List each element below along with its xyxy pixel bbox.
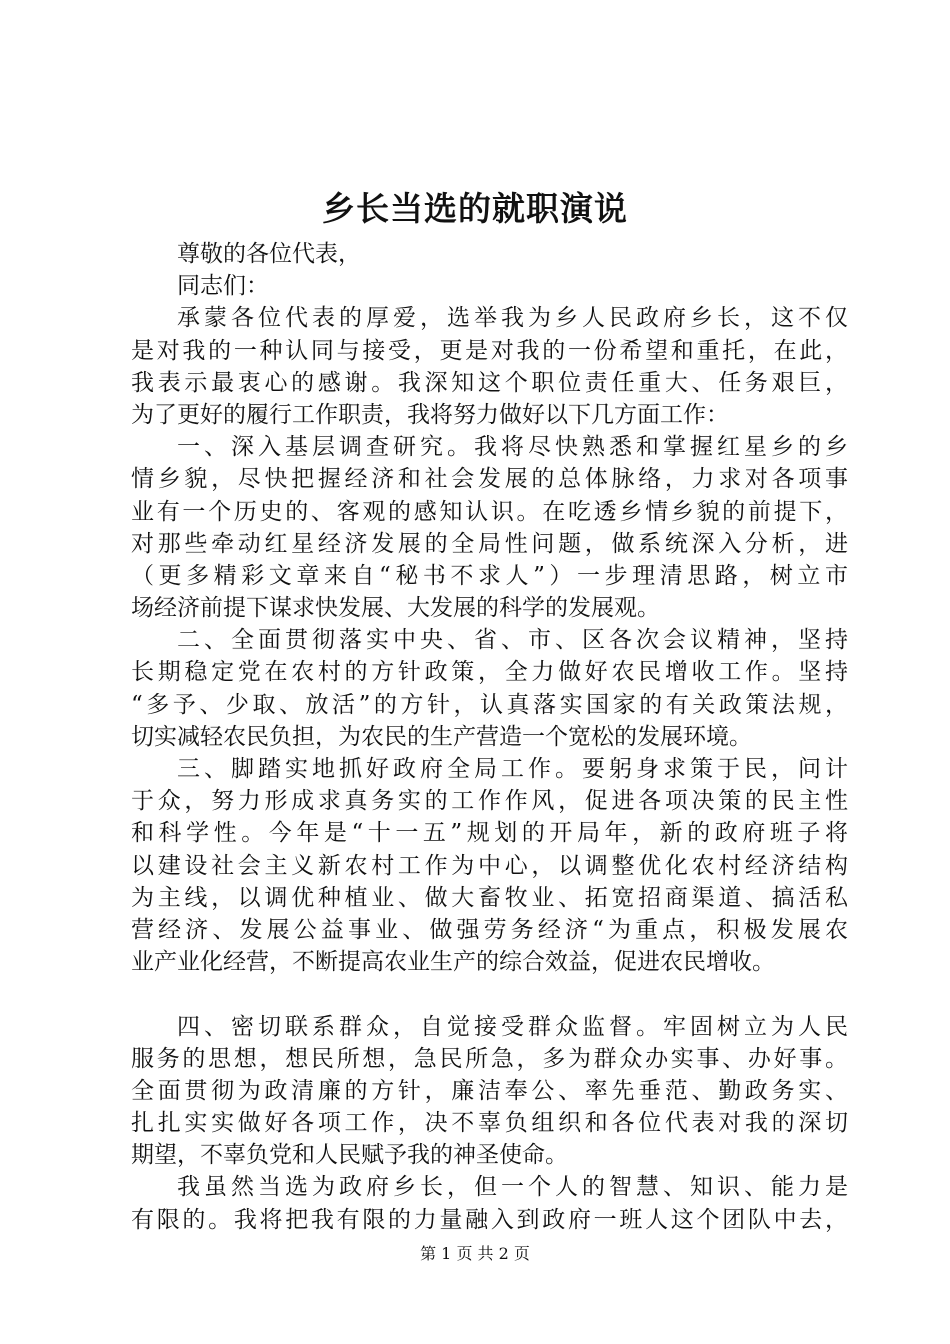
text-line: （更多精彩文章来自“秘书不求人”）一步理清思路，树立市 <box>131 562 848 589</box>
text-line: 对那些牵动红星经济发展的全局性问题，做系统深入分析，进 <box>131 530 848 557</box>
paragraph-1 <box>131 302 848 431</box>
text-line: 有限的。我将把我有限的力量融入到政府一班人这个团队中去， <box>131 1206 848 1233</box>
text-line: 二、全面贯彻落实中央、省、市、区各次会议精神，坚持 <box>177 627 848 654</box>
paragraph-6 <box>131 1171 848 1235</box>
document-body <box>131 238 848 1236</box>
text-line: 于众，努力形成求真务实的工作作风，促进各项决策的民主性 <box>131 788 848 815</box>
text-line: 一、深入基层调查研究。我将尽快熟悉和掌握红星乡的乡 <box>177 434 848 461</box>
salutation-line: 同志们： <box>177 273 269 300</box>
text-line: 场经济前提下谋求快发展、大发展的科学的发展观。 <box>131 595 660 622</box>
text-line: 和科学性。今年是“十一五”规划的开局年，新的政府班子将 <box>131 820 848 847</box>
text-line: 我表示最衷心的感谢。我深知这个职位责任重大、任务艰巨， <box>131 369 848 396</box>
text-line: 为了更好的履行工作职责，我将努力做好以下几方面工作： <box>131 401 729 428</box>
text-line: 长期稳定党在农村的方针政策，全力做好农民增收工作。坚持 <box>131 659 848 686</box>
text-line: 是对我的一种认同与接受，更是对我的一份希望和重托，在此， <box>131 337 848 364</box>
text-line: 业有一个历史的、客观的感知认识。在吃透乡情乡貌的前提下， <box>131 498 848 525</box>
text-line: 业产业化经营，不断提高农业生产的综合效益，促进农民增收。 <box>131 949 775 976</box>
text-line: 期望，不辜负党和人民赋予我的神圣使命。 <box>131 1142 568 1169</box>
text-line: 切实减轻农民负担，为农民的生产营造一个宽松的发展环境。 <box>131 723 752 750</box>
paragraph-3 <box>131 624 848 753</box>
page-number-footer: 第 1 页 共 2 页 <box>420 1244 530 1263</box>
text-line: 扎扎实实做好各项工作，决不辜负组织和各位代表对我的深切 <box>131 1110 848 1137</box>
text-line: 全面贯彻为政清廉的方针，廉洁奉公、率先垂范、勤政务实、 <box>131 1077 848 1104</box>
text-line: 情乡貌，尽快把握经济和社会发展的总体脉络，力求对各项事 <box>131 466 848 493</box>
text-line: 四、密切联系群众，自觉接受群众监督。牢固树立为人民 <box>177 1013 848 1040</box>
text-line: 承蒙各位代表的厚爱，选举我为乡人民政府乡长，这不仅 <box>177 305 848 332</box>
text-line: 我虽然当选为政府乡长，但一个人的智慧、知识、能力是 <box>177 1174 848 1201</box>
text-line: 服务的思想，想民所想，急民所急，多为群众办实事、办好事。 <box>131 1045 848 1072</box>
text-line: 营经济、发展公益事业、做强劳务经济“为重点，积极发展农 <box>131 916 848 943</box>
text-line: 为主线，以调优种植业、做大畜牧业、拓宽招商渠道、搞活私 <box>131 884 848 911</box>
text-line: 三、脚踏实地抓好政府全局工作。要躬身求策于民，问计 <box>177 756 848 782</box>
blank-line <box>131 978 848 1010</box>
text-line: “多予、少取、放活”的方针，认真落实国家的有关政策法规， <box>131 691 848 718</box>
document-title: 乡长当选的就职演说 <box>322 189 628 228</box>
paragraph-4 <box>131 753 848 978</box>
salutation-line: 尊敬的各位代表， <box>177 241 361 267</box>
paragraph-5 <box>131 1011 848 1172</box>
text-line: 以建设社会主义新农村工作为中心，以调整优化农村经济结构 <box>131 852 848 879</box>
paragraph-2 <box>131 431 848 624</box>
